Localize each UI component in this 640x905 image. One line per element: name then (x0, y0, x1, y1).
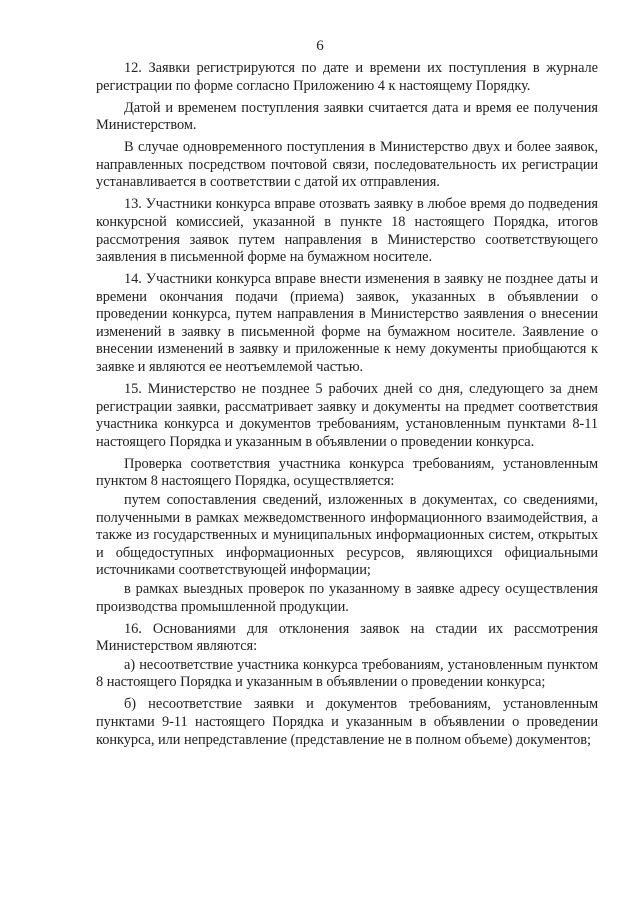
paragraph-16: 16. Основаниями для отклонения заявок на стадии их рассмотрения Министерством являются: (96, 620, 598, 655)
paragraph-receipt-date: Датой и временем поступления заявки считается дата и время ее получения Министерством. (96, 99, 598, 134)
paragraph-12: 12. Заявки регистрируются по дате и времени их поступления в журнале регистрации по форме согласно Приложению 4 к настоящему Порядку. (96, 60, 598, 94)
paragraph-verification-method-2: в рамках выездных проверок по указанному в заявке адресу осуществления производства промышленной продукции. (96, 580, 598, 615)
paragraph-15: 15. Министерство не позднее 5 рабочих дней со дня, следующего за днем регистрации заявки, рассматривает заявку и документы на предмет соответствия участника конкурса и документов требованиям, установленным пунктами 8-11 настоящего Порядка и указанным в объявлении о проведении конкурса. (96, 381, 598, 450)
paragraph-16-b: б) несоответствие заявки и документов требованиям, установленным пунктами 9-11 настоящего Порядка и указанным в объявлении о проведении конкурса, или непредставление (представление не в полном объеме) документов; (96, 696, 598, 748)
page-number: 6 (316, 38, 324, 54)
paragraph-simultaneous-receipt: В случае одновременного поступления в Министерство двух и более заявок, направленных посредством почтовой связи, последовательность их регистрации устанавливается в соответствии с датой их отправления. (96, 139, 598, 191)
paragraph-14: 14. Участники конкурса вправе внести изменения в заявку не позднее даты и времени окончания подачи (приема) заявок, указанных в объявлении о проведении конкурса, путем направления в Министерство заявления о внесении изменений в заявку в письменной форме на бумажном носителе. Заявление о внесении изменений в заявку и приложенные к нему документы приобщаются к заявке и являются ее неотъемлемой частью. (96, 271, 598, 376)
paragraph-13: 13. Участники конкурса вправе отозвать заявку в любое время до подведения конкурсной комиссией, указанной в пункте 18 настоящего Порядка, итогов рассмотрения заявок путем направления в Министерство соответствующего заявления в письменной форме на бумажном носителе. (96, 196, 598, 266)
document-body (96, 60, 598, 753)
paragraph-verification: Проверка соответствия участника конкурса требованиям, установленным пунктом 8 настоящего Порядка, осуществляется: (96, 455, 598, 490)
paragraph-verification-method-1: путем сопоставления сведений, изложенных в документах, со сведениями, полученными в рамках межведомственного информационного взаимодействия, а также из государственных и муниципальных информационных систем, открытых и общедоступных информационных ресурсов, являющихся официальными источниками соответствующей информации; (96, 492, 598, 579)
paragraph-16-a: а) несоответствие участника конкурса требованиям, установленным пунктом 8 настоящего Порядка и указанным в объявлении о проведении конкурса; (96, 656, 598, 691)
